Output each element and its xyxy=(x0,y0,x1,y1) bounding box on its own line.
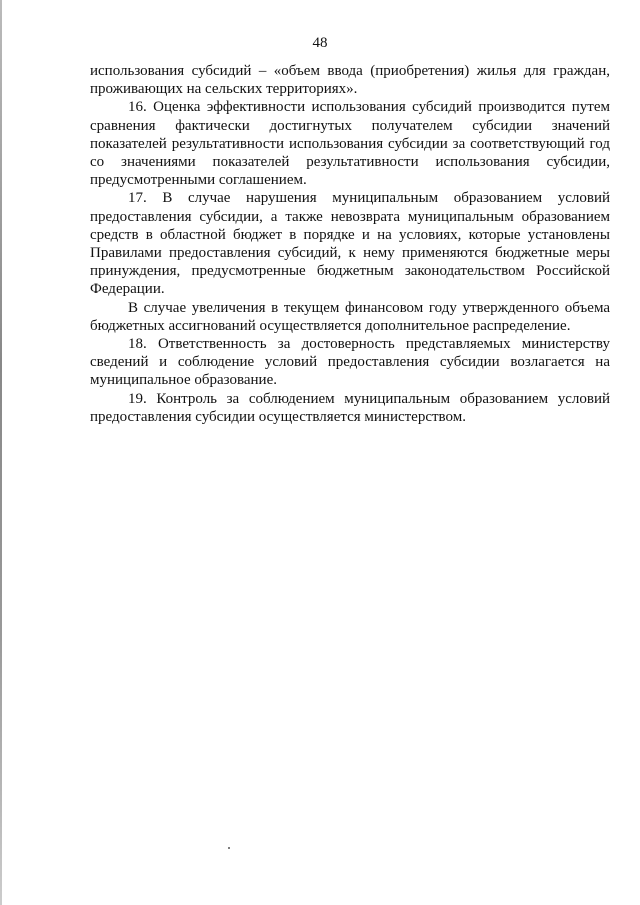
paragraph-17: 17. В случае нарушения муниципальным образованием условий предоставления субсидии, а также невозврата муниципальным образованием средств в областной бюджет в порядке и на условиях, которые установлены Правилами предоставления субсидий, к нему применяются бюджетные меры принуждения, предусмотренные бюджетным законодательством Российской Федерации. xyxy=(90,190,610,298)
paragraph-continuation: использования субсидий – «объем ввода (приобретения) жилья для граждан, проживающих на сельских территориях». xyxy=(90,63,610,98)
document-body xyxy=(90,62,610,426)
scan-edge xyxy=(0,0,2,905)
paragraph-17-continuation: В случае увеличения в текущем финансовом году утвержденного объема бюджетных ассигнований осуществляется дополнительное распределение. xyxy=(90,299,610,334)
paragraph-18: 18. Ответственность за достоверность представляемых министерству сведений и соблюдение условий предоставления субсидии возлагается на муниципальное образование. xyxy=(90,336,610,389)
page-number: 48 xyxy=(312,35,328,51)
scan-artifact xyxy=(228,847,230,849)
paragraph-19: 19. Контроль за соблюдением муниципальным образованием условий предоставления субсидии осуществляется министерством. xyxy=(90,390,610,425)
paragraph-16: 16. Оценка эффективности использования субсидий производится путем сравнения фактически достигнутых получателем субсидии значений показателей результативности использования субсидии за соответствующий год со значениями показателей результативности использования субсидии, предусмотренными соглашением. xyxy=(90,99,610,189)
